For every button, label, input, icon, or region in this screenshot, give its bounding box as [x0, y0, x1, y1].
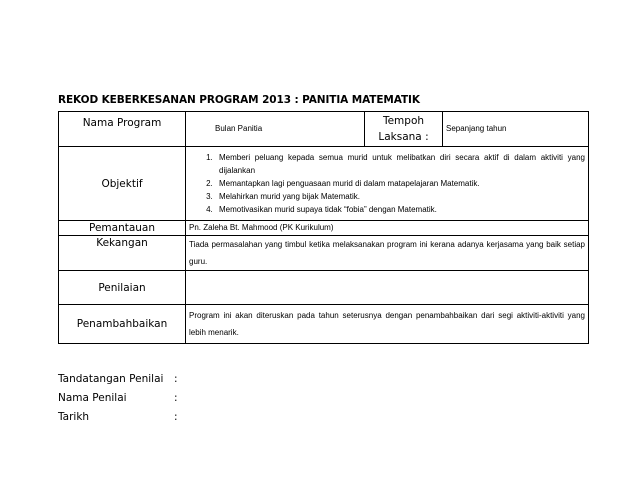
penilaian-label: Penilaian [59, 271, 186, 305]
row-nama-program [59, 112, 589, 147]
objektif-item: 4. Memotivasikan murid supaya tidak “fobia” dengan Matematik. [215, 203, 585, 216]
penambahbaikan-value: Program ini akan diteruskan pada tahun seterusnya dengan penambahbaikan dari segi aktiviti-aktiviti yang lebih menarik. [186, 305, 589, 344]
penilaian-value [186, 271, 589, 305]
signature-label: Nama Penilai [58, 392, 127, 404]
signature-colon: : [174, 392, 178, 404]
tempoh-value: Sepanjang tahun [443, 112, 589, 147]
row-pemantauan [59, 221, 589, 236]
pemantauan-label: Pemantauan [59, 221, 186, 236]
signature-label: Tarikh [58, 411, 90, 423]
signature-label: Tandatangan Penilai [58, 373, 164, 385]
signature-line-nama [58, 392, 178, 404]
row-penilaian [59, 271, 589, 305]
nama-program-label: Nama Program [59, 112, 186, 147]
penambahbaikan-label: Penambahbaikan [59, 305, 186, 344]
signature-line-tarikh [58, 411, 178, 423]
row-objektif [59, 147, 589, 221]
kekangan-value: Tiada permasalahan yang timbul ketika melaksanakan program ini kerana adanya kerjasama yang baik setiap guru. [186, 236, 589, 271]
objektif-label: Objektif [59, 147, 186, 221]
objektif-cell [186, 147, 589, 221]
kekangan-label: Kekangan [59, 236, 186, 271]
row-penambahbaikan [59, 305, 589, 344]
signature-colon: : [174, 411, 178, 423]
objektif-item: 2. Memantapkan lagi penguasaan murid di dalam matapelajaran Matematik. [215, 177, 585, 190]
row-kekangan [59, 236, 589, 271]
document-title: REKOD KEBERKESANAN PROGRAM 2013 : PANITIA MATEMATIK [58, 94, 420, 106]
tempoh-label: Tempoh Laksana : [365, 112, 443, 147]
objektif-item: 1. Memberi peluang kepada semua murid untuk melibatkan diri secara aktif di dalam aktiviti yang dijalankan [215, 151, 585, 177]
signature-line-tandatangan [58, 373, 178, 385]
objektif-list [189, 151, 585, 216]
signature-colon: : [174, 373, 178, 385]
program-record-table [58, 111, 589, 344]
objektif-item: 3. Melahirkan murid yang bijak Matematik. [215, 190, 585, 203]
nama-program-value: Bulan Panitia [186, 112, 365, 147]
pemantauan-value: Pn. Zaleha Bt. Mahmood (PK Kurikulum) [186, 221, 589, 236]
